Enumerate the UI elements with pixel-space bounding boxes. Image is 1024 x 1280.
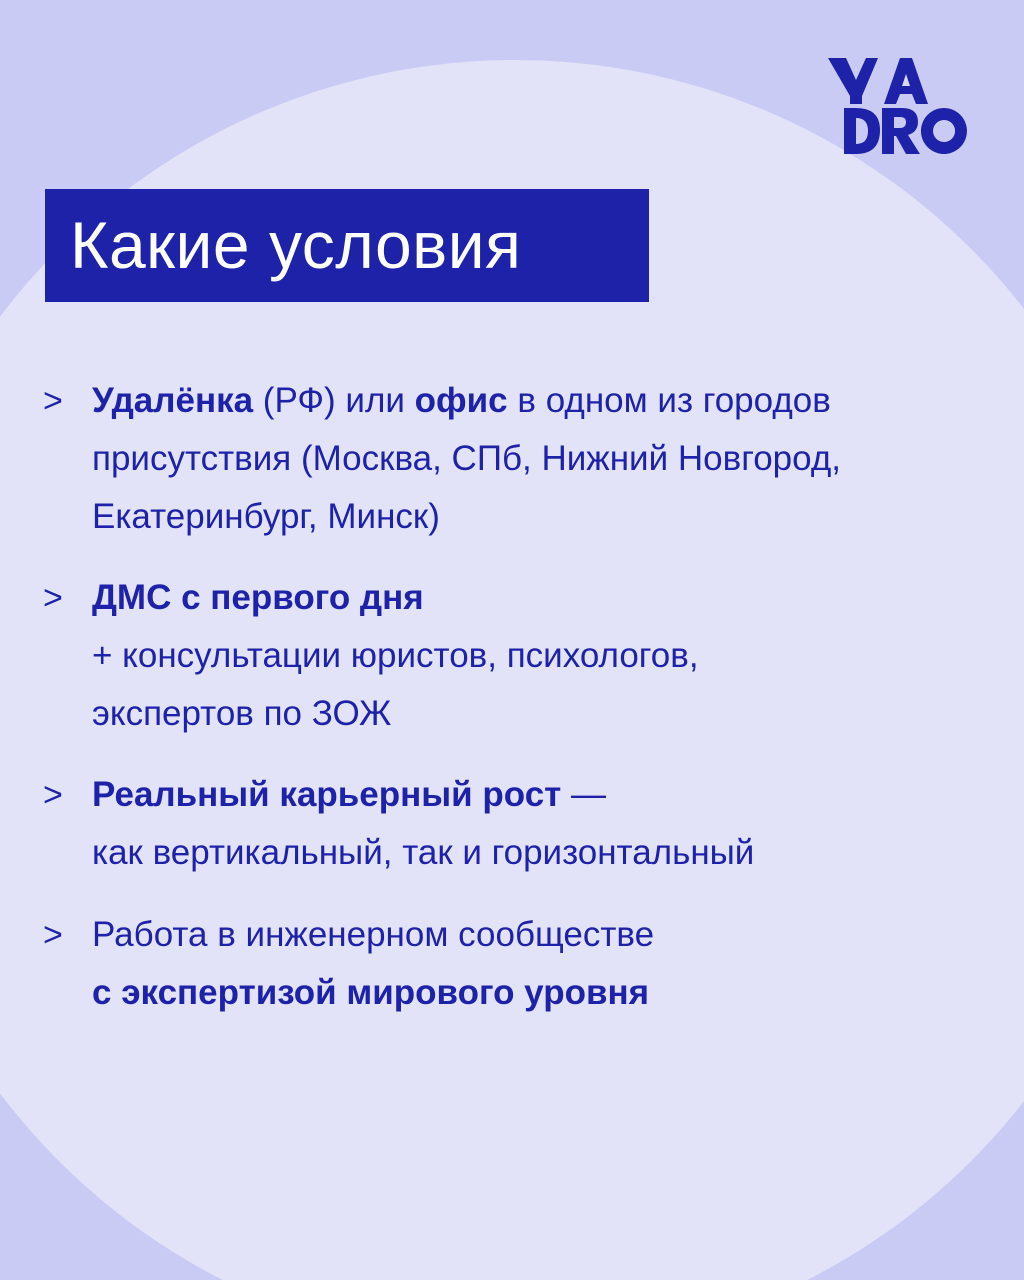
page-title: Какие условия [70,208,522,282]
text: как вертикальный, так и горизонтальный [92,833,755,872]
yadro-logo [826,56,968,156]
text: — [561,775,607,814]
chevron-right-icon: > [43,382,63,420]
chevron-right-icon: > [43,776,63,814]
bold-text: ДМС с первого дня [92,578,424,617]
list-item-line [92,906,654,964]
text: Работа в инженерном сообществе [92,915,655,954]
list-item-line [92,766,606,824]
text: в одном из городов [507,381,831,420]
text: экспертов по ЗОЖ [92,694,392,733]
chevron-right-icon: > [43,579,63,617]
list-item-line [92,627,699,685]
list-item-line [92,824,754,882]
list-item-line [92,488,440,546]
bold-text: Реальный карьерный рост [92,775,562,814]
bold-text: с экспертизой мирового уровня [92,973,650,1012]
list-item-line [92,569,424,627]
chevron-right-icon: > [43,916,63,954]
text: (РФ) или [253,381,415,420]
text: + консультации юристов, психологов, [92,636,699,675]
list-item-line [92,372,831,430]
list-item-line [92,430,841,488]
list-item-line [92,685,391,743]
text: Екатеринбург, Минск) [92,497,440,536]
bold-text: офис [414,381,508,420]
bold-text: Удалёнка [92,381,254,420]
text: присутствия (Москва, СПб, Нижний Новгород, [92,439,841,478]
list-item-line [92,964,649,1022]
